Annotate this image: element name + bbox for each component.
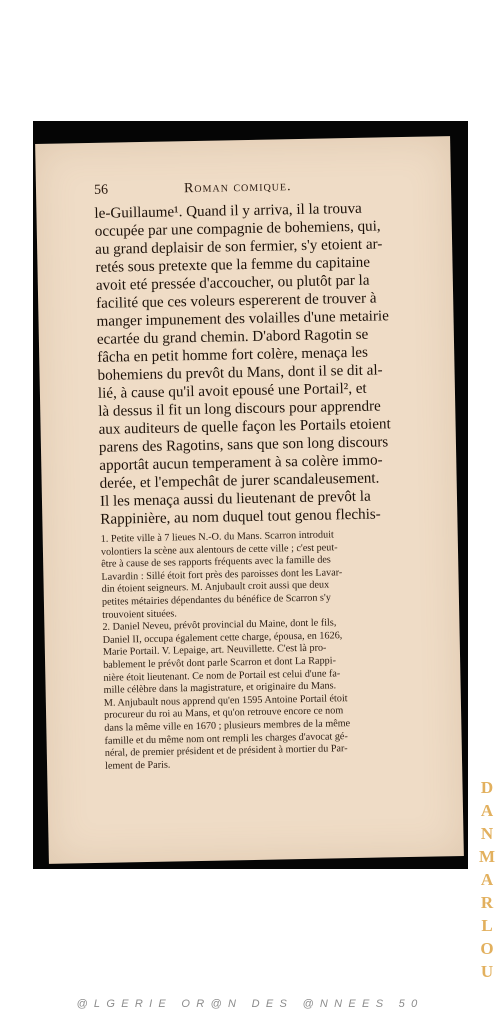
footnote-line: nière étoit lieutenant. Ce nom de Portail est celui d'une fa-	[103, 667, 341, 684]
watermark-letter: M	[478, 847, 496, 866]
footnote-line: lement de Paris.	[104, 759, 171, 772]
footnote-line: famille et du même nom ont rempli les charges d'avocat gé-	[104, 730, 348, 747]
body-line: fâcha en petit homme fort colère, menaça les	[97, 344, 369, 366]
body-line: aux auditeurs de quelle façon les Portails etoient	[98, 416, 391, 438]
watermark-letter: R	[480, 893, 494, 912]
watermark-letter: N	[480, 824, 494, 843]
footnote-line: Lavardin : Sillé étoit fort près des paroisses dont les Lavar-	[101, 567, 343, 583]
footnote-line: Marie Portail. V. Lepaige, art. Neuvillette. C'est là pro-	[102, 642, 327, 659]
watermark-letter: A	[480, 801, 494, 820]
watermark-letter: O	[480, 939, 494, 958]
body-text	[94, 199, 432, 529]
body-line: au grand deplaisir de son fermier, s'y etoient ar-	[95, 236, 383, 258]
page-number: 56	[93, 182, 109, 198]
body-line: apportât aucun temperament à sa colère immo-	[99, 452, 383, 474]
footnote-line: trouvoient situées.	[102, 607, 177, 621]
body-line: derée, et l'empechât de jurer scandaleusement.	[99, 470, 380, 492]
footnote-line: M. Anjubault nous apprend qu'en 1595 Antoine Portail étoit	[103, 692, 348, 709]
footnote-line: être à cause de ses rapports fréquents avec la famille des	[101, 554, 331, 571]
body-line: parens des Ragotins, sans que son long discours	[98, 434, 389, 456]
watermark-letter: U	[480, 962, 494, 981]
running-title: Roman comique.	[183, 179, 292, 197]
watermark-letter: D	[480, 778, 494, 797]
footnote-line: dans la même ville en 1670 ; plusieurs membres de la même	[104, 718, 351, 734]
body-line: retés sous pretexte que la femme du capitaine	[95, 254, 371, 276]
book-page	[35, 136, 464, 864]
body-line: Rappinière, au nom duquel tout genou flechis-	[100, 506, 381, 528]
body-line: ecartée du grand chemin. D'abord Ragotin se	[96, 326, 369, 348]
footnote-line: petites métairies dépendantes du bénéfice de Scarron s'y	[101, 592, 332, 608]
footnote-line: néral, de premier président et de président à mortier du Par-	[104, 743, 348, 759]
footnote-line: 2. Daniel Neveu, prévôt provincial du Maine, dont le fils,	[102, 617, 337, 634]
body-line: bohemiens du prevôt du Mans, dont il se dit al-	[97, 362, 383, 384]
body-line: avoit eté pressée d'accoucher, ou plutôt par la	[95, 272, 370, 294]
body-line: occupée par une compagnie de bohemiens, qui,	[94, 218, 381, 240]
footnote-line: volontiers la scène aux alentours de cette ville ; c'est peut-	[100, 541, 338, 558]
footnote-line: 1. Petite ville à 7 lieues N.-O. du Mans. Scarron introduit	[100, 529, 334, 545]
body-line: là dessus il fit un long discours pour apprendre	[98, 398, 381, 420]
footnote-line: Daniel II, occupa également cette charge, épousa, en 1626,	[102, 629, 343, 646]
watermark-letter: A	[480, 870, 494, 889]
watermark-letter: L	[481, 916, 493, 935]
footnote-line: procureur du roi au Mans, et qu'on retrouve encore ce nom	[104, 705, 344, 722]
body-line: Il les menaça aussi du lieutenant de prevôt la	[99, 488, 371, 510]
footnote-line: mille célèbre dans la magistrature, et originaire du Mans.	[103, 680, 337, 696]
footnote-line: din étoient seigneurs. M. Anjubault croit aussi que deux	[101, 579, 330, 596]
footnote-line: bablement le prévôt dont parle Scarron et dont La Rappi-	[103, 655, 337, 671]
footnotes	[101, 527, 438, 773]
body-line: lié, à cause qu'il avoit epousé une Portail², et	[97, 380, 367, 402]
watermark-vertical	[476, 776, 498, 986]
body-line: le-Guillaume¹. Quand il y arriva, il la trouva	[94, 200, 362, 222]
body-line: facilité que ces voleurs espererent de trouver à	[96, 290, 377, 312]
watermark-caption: @LGERIE OR@N DES @NNEES 50	[76, 998, 424, 1010]
body-line: manger impunement des volailles d'une metairie	[96, 308, 390, 330]
